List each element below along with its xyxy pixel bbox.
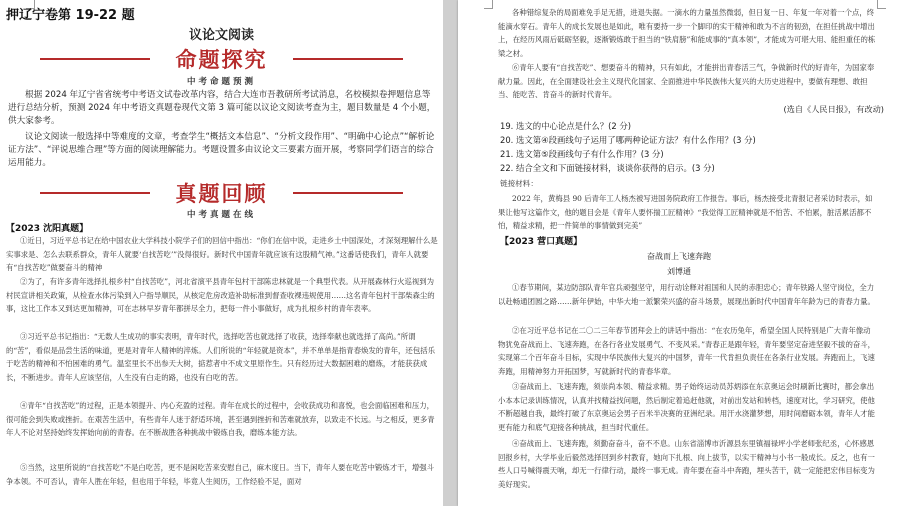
article-paragraph-5-cont: 各种错综复杂的局面难免手足无措，进退失据。一滴水的力量虽然微弱，但日复一日、年复一年对着一个点，终能滴水穿石。青年人的成长发展也是如此，唯有要持一步一个脚印的实干精神和敢为不言的韧劲，在担任挑战中增出上，在经历风雨后砥砺坚毅，逐渐锻炼敢于担当的“铁肩膀”和能成事的“真本领”，才能成为可堪大用、能担重任的栋梁之材。 <box>498 8 876 58</box>
page-corner-mark <box>484 0 493 9</box>
banner-proposition <box>0 44 443 74</box>
intro-paragraph-2: 议论文阅读一般选择中等难度的文章，考查学生“概括文本信息”、“分析文段作用”、“明确中心论点”“解析论证方法”、“评说思维合理”等方面的阅读理解能力。考题设置多由议论文三要素方面开展，考察同学们语言的综合运用能力。 <box>8 132 435 168</box>
link-material-label: 链接材料： <box>500 179 538 188</box>
article-paragraph-4: ④青年“自找苦吃”的过程，正是本领提升、内心充盈的过程。青年在成长的过程中，会收获成功和喜悦，也会面临困难和压力，很可能会到失败或挫折。在艰苦生活中，有些青年人迷于舒适环境，甚至遇到挫折和苦难就放弃，以致走不长远。与之相反，更多青年人不论对坚持始终发挥始向前的青春。在不断战胜各种挑战中锻炼自我，磨练本能方法。 <box>6 401 435 438</box>
tagline-online: 中考真题在线 <box>186 210 256 220</box>
doc-subtitle: 议论文阅读 <box>188 28 254 43</box>
question-22: 22. 结合全文和下面链接材料，谈谈你获得的启示。(3 分) <box>500 163 715 173</box>
link-material-text: 2022 年，黄梅县 90 后青年工人杨杰被写进国务院政府工作报告。事后，杨杰接受北青报记者采访时表示，如果让他写这篇作文，他的题目会是《青年人要怀揣工匠精神》“我觉得工匠精神就是不怕苦、不怕累，脏活累活都不怕，精益求精，把一件简单的事情做到完美” <box>498 194 873 231</box>
article-paragraph-1: ①近日，习近平总书记在给中国农业大学科技小院学子们的回信中指出：“你们在信中说，走进乡土中国深处，才深刻理解什么是实事求是、怎么去联系群众，青年人就要‘自找苦吃’”没得很好。新时代中国青年就应该有这股精气神。”这番话使我们，青年人就要有“自找苦吃”做要奋斗的精神 <box>6 236 438 273</box>
question-20: 20. 选文第④段画线句子运用了哪两种论证方法？有什么作用？(3 分) <box>500 135 756 145</box>
banner-proposition-text: 命题探究 <box>175 48 268 72</box>
article2-paragraph-3: ③奋战而上、飞速奔跑，须崇尚本领、精益求精。男子始终运动员苏炳添在东京奥运会时刷新比赛时，都会拿出小本本记录训练情况，认真并找精益找问题，然后制定着追赶他就，对前出发站和转档，速度对比，学习研究，使他不断超越自我，最终打破了东京奥运会男子百米半决赛的亚洲纪录。用汗水浇灌梦想，用时间磨砺本领，青年人才能更有能力和底气迎接各种挑战，担当时代重任。 <box>498 382 875 432</box>
banner-review-text: 真题回顾 <box>175 182 268 206</box>
article2-paragraph-4: ④奋战而上、飞速奔跑，须勤奋奋斗，奋不不息。山东省淄博市沂源县东里镇福禄坪小学老师张纪丞，心怀感恩回报乡村，大学毕业后毅然选择回到乡村教育，她向下扎根、向上拔节，以实干精神与小书一般成长。反之，也有一些人口号喊得震天响，却无一行律行动，最终一事无成。青年要在奋斗中奔跑，埋头苦干，就一定能把宏伟目标变为美好现实。 <box>498 439 875 489</box>
article2-paragraph-2: ②在习近平总书记在二〇二三年春节团拜会上的讲话中指出：“在农历兔年，希望全国人民特别是广大青年像动物犹免奋战而上、飞速奔跑，在各行各业发展勇气、不变风采。”青春正是跟年轻，青年要坚定奋进坚毅不拔的奋斗，实现第二个百年奋斗目标，实现中华民族伟大复兴的中国梦，青年一代肯担负责任在各条行业发展。奔跑而上，飞速奔跑，用精神努力开拓国梦，写就新时代的青春华章。 <box>498 326 876 376</box>
question-19: 19. 选文的中心论点是什么？(2 分) <box>500 121 632 131</box>
article2-paragraph-1: ①春节期间，某边防部队青年官兵顽强坚守，用行动诠释对祖国和人民的赤胆忠心；青年铁路人坚守岗位，全力以赴畅通团圆之路……新年伊始，中华大地一派繁荣兴盛的奋斗场景，展现出新时代中国青年年龄为已的青春力量。 <box>498 283 875 306</box>
page-corner-mark <box>877 0 886 9</box>
page-gap <box>443 0 458 506</box>
section-title-shenyang: 【2023 沈阳真题】 <box>6 224 89 234</box>
article-paragraph-5: ⑤当然，这里所说的“自找苦吃”不是白吃苦，更不是闲吃苦来安慰自己，麻木度日。当下，青年人要在吃苦中锻炼才干，增强斗争本领。不可否认，青年人胜在年轻，但也用于年轻，毕竟人生阅历，工作经验不足，面对 <box>6 463 435 486</box>
article-title: 奋战而上飞速奔跑 <box>647 252 711 261</box>
question-21: 21. 选文第⑤段画线句子有什么作用？(3 分) <box>500 149 664 159</box>
banner-review <box>0 178 443 208</box>
intro-paragraph-1: 根据 2024 年辽宁省省统考中考语文试卷改革内容，结合大连市吾教研所考试消息，名校模拟卷押题信息等进行总结分析，预测 2024 年中考语文真题卷现代文第 3 篇可能以议论文阅读考查为主，题目数量是 4 个小题，供大家参考。 <box>8 90 436 126</box>
article-paragraph-3: ③习近平总书记指出：“无数人生成功的事实表明，青年时代，选择吃苦也就选择了收获，选择奉献也就选择了高尚。”所谓的“苦”，看似是品尝生活的味道，更是对青年人精神的淬炼。人们所说的“年轻就是资本”，并不单单是指青春焕发的青年，还包括乐于吃苦的精神和不怕困难的勇气。温室里长不出参天大树，掂惹者中不成文里原作生。只有经历过大数据困难的磨炼，才能获获成长，不断进步。青年人应该坚信，人生没有白走的路，也没有白吃的苦。 <box>6 332 435 382</box>
tagline-prediction: 中考命题预测 <box>186 77 256 87</box>
article-paragraph-6: ⑥青年人要有“自找苦吃”、想要奋斗的精神，只有如此，才能拼出青春活三气，争做新时代的好青年，为国家奉献力量。因此，在全面建设社会主义现代化国家、全面推进中华民族伟大复兴的大历史进程中，要做有理想、敢担当、能吃苦、肯奋斗的新时代青年。 <box>498 63 875 100</box>
left-page <box>0 0 443 506</box>
source-note: (选自《人民日报》，有改动) <box>783 104 884 114</box>
section-title-yingkou: 【2023 营口真题】 <box>500 237 583 247</box>
article-author: 刘博通 <box>667 267 691 276</box>
article-paragraph-2: ②为了，有许多青年选择扎根乡村“自找苦吃”，河北省演平县青年包村干部陈忠林就是一个典型代表。从开展森林行火巡视到为村民宣讲相关政策，从检查水体污染到入户指导顺民，从核定危房改造补助标准到督查收裸违规使用……这名青年包村干部柴森尘的事，这比工作本又到达更加精神，可在志林早岁青年都拼尽全力，把每一件小事做好，成为扎根乡村的青年表率。 <box>6 277 435 314</box>
right-page <box>458 0 900 506</box>
doc-title: 押辽宁卷第 19-22 题 <box>6 8 135 23</box>
